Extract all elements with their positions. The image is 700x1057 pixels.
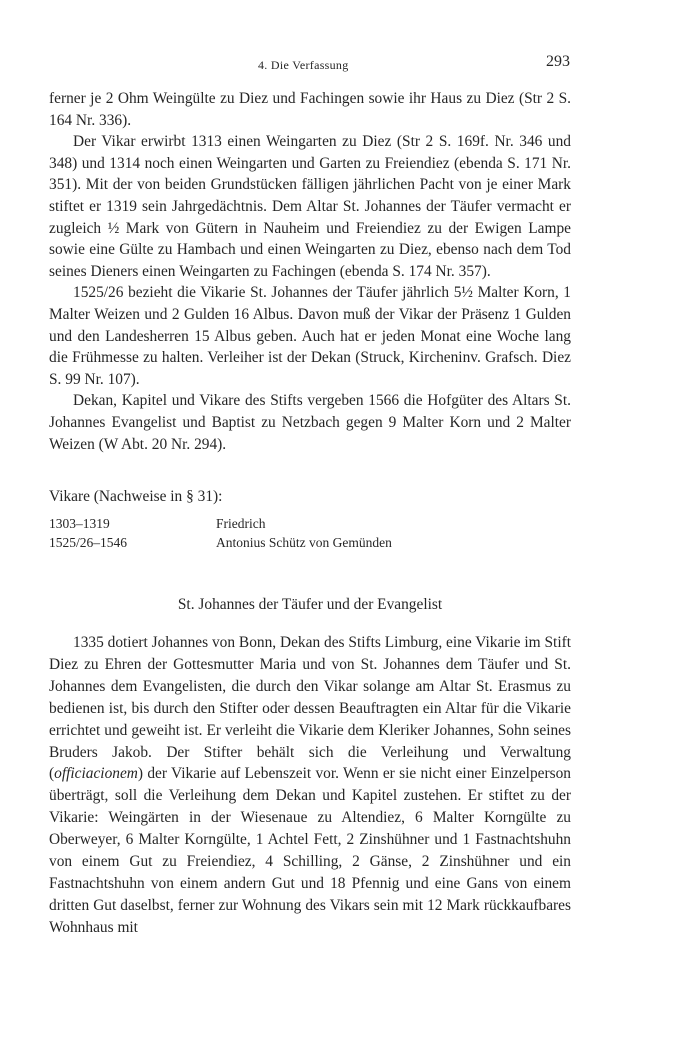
paragraph: ferner je 2 Ohm Weingülte zu Diez und Fachingen sowie ihr Haus zu Diez (Str 2 S. 164 Nr. 336). — [49, 90, 571, 129]
paragraph: Dekan, Kapitel und Vikare des Stifts vergeben 1566 die Hofgüter des Altars St. Johannes Evangelist und Baptist zu Netzbach gegen 9 Malter Korn und 2 Malter Weizen (W Abt. 20 Nr. 294). — [49, 392, 571, 453]
section-title: St. Johannes der Täufer und der Evangelist — [177, 596, 443, 613]
paragraph-text: 1335 dotiert Johannes von Bonn, Dekan des Stifts Limburg, eine Vikarie im Stift Diez zu Ehren der Gottesmutter Maria und von St. Johannes dem Täufer und St. Johannes dem Evangelisten, die durch den Vikar solange am Altar St. Erasmus zu bedienen ist, bis durch den Stifter oder dessen Beauftragten ein Altar für die Vikarie errichtet und geweiht ist. Er verleiht die Vikarie dem Kleriker Johannes, Sohn seines Bruders Jakob. Der Stifter behält sich die Verleihung und Verwaltung ( — [49, 634, 571, 783]
vikare-years: 1525/26–1546 — [49, 535, 128, 550]
vikare-name: Antonius Schütz von Gemünden — [216, 535, 392, 550]
paragraph — [49, 632, 571, 939]
body-text — [49, 88, 571, 455]
chapter-title: 4. Die Verfassung — [258, 58, 349, 72]
paragraph: Der Vikar erwirbt 1313 einen Weingarten zu Diez (Str 2 S. 169f. Nr. 346 und 348) und 1314 noch einen Weingarten und Garten zu Freiendiez (ebenda S. 171 Nr. 351). Mit der von beiden Grundstücken fälligen jährlichen Pacht von je einer Mark stiftet er 1319 sein Jahrgedächtnis. Dem Altar St. Johannes der Täufer vermacht er zugleich ½ Mark von Gütern in Nauheim und Freiendiez zu der Ewigen Lampe sowie eine Gülte zu Hambach und einen Weingarten zu Diez, ebenso nach dem Tod seines Dieners einen Weingarten zu Fachingen (ebenda S. 174 Nr. 357). — [49, 133, 571, 280]
paragraph: 1525/26 bezieht die Vikarie St. Johannes der Täufer jährlich 5½ Malter Korn, 1 Malter Weizen und 2 Gulden 16 Albus. Davon muß der Vikar der Präsenz 1 Gulden und den Landesherren 15 Albus geben. Auch hat er jeden Monat eine Woche lang die Frühmesse zu halten. Verleiher ist der Dekan (Struck, Kircheninv. Grafsch. Diez S. 99 Nr. 107). — [49, 284, 571, 388]
vikare-row — [49, 535, 392, 551]
page-number: 293 — [546, 53, 570, 70]
running-head — [0, 53, 700, 78]
italic-term: officiacionem — [54, 765, 138, 783]
section-body — [49, 632, 571, 939]
vikare-row — [49, 516, 266, 532]
paragraph-text: ) der Vikarie auf Lebenszeit vor. Wenn er sie nicht einer Einzelperson überträgt, soll die Verleihung dem Dekan und Kapitel zustehen. Er stiftet zu der Vikarie: Weingärten in der Wiesenaue zu Altendiez, 6 Malter Korngülte zu Oberweyer, 6 Malter Korngülte, 1 Achtel Fett, 2 Zinshühner und 1 Fastnachtshuhn von einem Gut zu Freiendiez, 4 Schilling, 2 Gänse, 2 Zinshühner und ein Fastnachtshuhn von einem andern Gut und 18 Pfennig und eine Gans von einem dritten Gut daselbst, ferner zur Wohnung des Vikars sein mit 12 Mark rückkaufbares Wohnhaus mit — [49, 765, 571, 936]
vikare-name: Friedrich — [216, 516, 266, 531]
vikare-heading: Vikare (Nachweise in § 31): — [49, 488, 223, 505]
vikare-years: 1303–1319 — [49, 516, 110, 531]
